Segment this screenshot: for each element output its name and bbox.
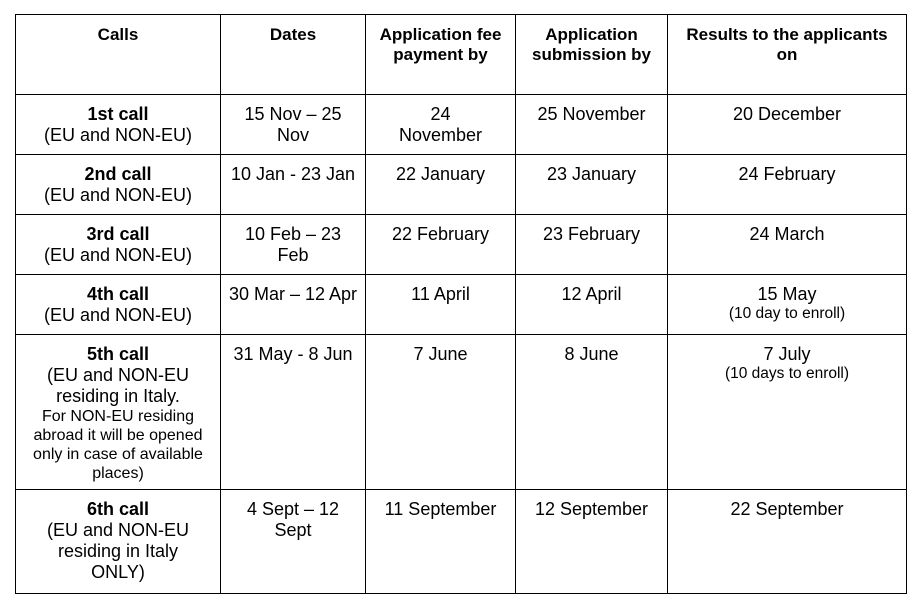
fee-cell: 22 February bbox=[366, 215, 516, 275]
submission-cell: 12 April bbox=[516, 275, 668, 335]
submission-cell: 23 February bbox=[516, 215, 668, 275]
table-row bbox=[16, 155, 907, 215]
fee-cell: 22 January bbox=[366, 155, 516, 215]
call-eligibility: (EU and NON-EU) bbox=[43, 185, 193, 205]
call-eligibility: (EU and NON-EU) bbox=[43, 245, 193, 265]
call-cell bbox=[16, 215, 221, 275]
fee-value: 24 November bbox=[398, 104, 483, 145]
call-eligibility: (EU and NON-EU) bbox=[43, 305, 193, 325]
table-row bbox=[16, 275, 907, 335]
fee-cell: 11 April bbox=[366, 275, 516, 335]
dates-cell: 10 Jan - 23 Jan bbox=[221, 155, 366, 215]
header-submission: Application submission by bbox=[516, 15, 668, 95]
submission-cell: 8 June bbox=[516, 335, 668, 490]
call-name: 1st call bbox=[87, 104, 149, 124]
header-fee-payment: Application fee payment by bbox=[366, 15, 516, 95]
fee-value: 11 September bbox=[384, 499, 497, 519]
call-name: 6th call bbox=[86, 499, 150, 519]
results-cell bbox=[668, 275, 907, 335]
header-results: Results to the applicants on bbox=[668, 15, 907, 95]
call-cell bbox=[16, 155, 221, 215]
header-calls: Calls bbox=[16, 15, 221, 95]
results-cell bbox=[668, 335, 907, 490]
results-cell: 20 December bbox=[668, 95, 907, 155]
results-note: (10 days to enroll) bbox=[724, 365, 850, 382]
results-cell: 24 March bbox=[668, 215, 907, 275]
call-note: For NON-EU residing abroad it will be opened only in case of available places) bbox=[33, 408, 203, 482]
dates-cell: 15 Nov – 25 Nov bbox=[221, 95, 366, 155]
dates-cell: 30 Mar – 12 Apr bbox=[221, 275, 366, 335]
fee-cell bbox=[366, 490, 516, 594]
submission-value: 12 September bbox=[534, 499, 649, 519]
call-eligibility: (EU and NON-EU) bbox=[43, 125, 193, 145]
submission-cell: 25 November bbox=[516, 95, 668, 155]
submission-cell bbox=[516, 490, 668, 594]
header-row bbox=[16, 15, 907, 95]
call-name: 2nd call bbox=[84, 164, 152, 184]
call-eligibility: (EU and NON-EU residing in Italy ONLY) bbox=[46, 520, 190, 582]
call-cell bbox=[16, 490, 221, 594]
call-name: 3rd call bbox=[86, 224, 150, 244]
calls-schedule-table bbox=[15, 14, 907, 594]
results-note: (10 day to enroll) bbox=[728, 305, 846, 322]
results-date: 15 May bbox=[757, 284, 817, 304]
table-row bbox=[16, 335, 907, 490]
call-cell bbox=[16, 95, 221, 155]
table-row bbox=[16, 95, 907, 155]
call-name: 5th call bbox=[86, 344, 150, 364]
results-cell: 24 February bbox=[668, 155, 907, 215]
header-dates: Dates bbox=[221, 15, 366, 95]
table-row bbox=[16, 490, 907, 594]
dates-cell: 4 Sept – 12 Sept bbox=[221, 490, 366, 594]
call-cell bbox=[16, 275, 221, 335]
dates-cell: 31 May - 8 Jun bbox=[221, 335, 366, 490]
fee-cell bbox=[366, 95, 516, 155]
submission-cell: 23 January bbox=[516, 155, 668, 215]
table-row bbox=[16, 215, 907, 275]
call-cell bbox=[16, 335, 221, 490]
results-date: 7 July bbox=[763, 344, 811, 364]
fee-cell: 7 June bbox=[366, 335, 516, 490]
call-name: 4th call bbox=[86, 284, 150, 304]
call-eligibility: (EU and NON-EU residing in Italy. bbox=[46, 365, 190, 406]
dates-cell: 10 Feb – 23 Feb bbox=[221, 215, 366, 275]
results-cell: 22 September bbox=[668, 490, 907, 594]
